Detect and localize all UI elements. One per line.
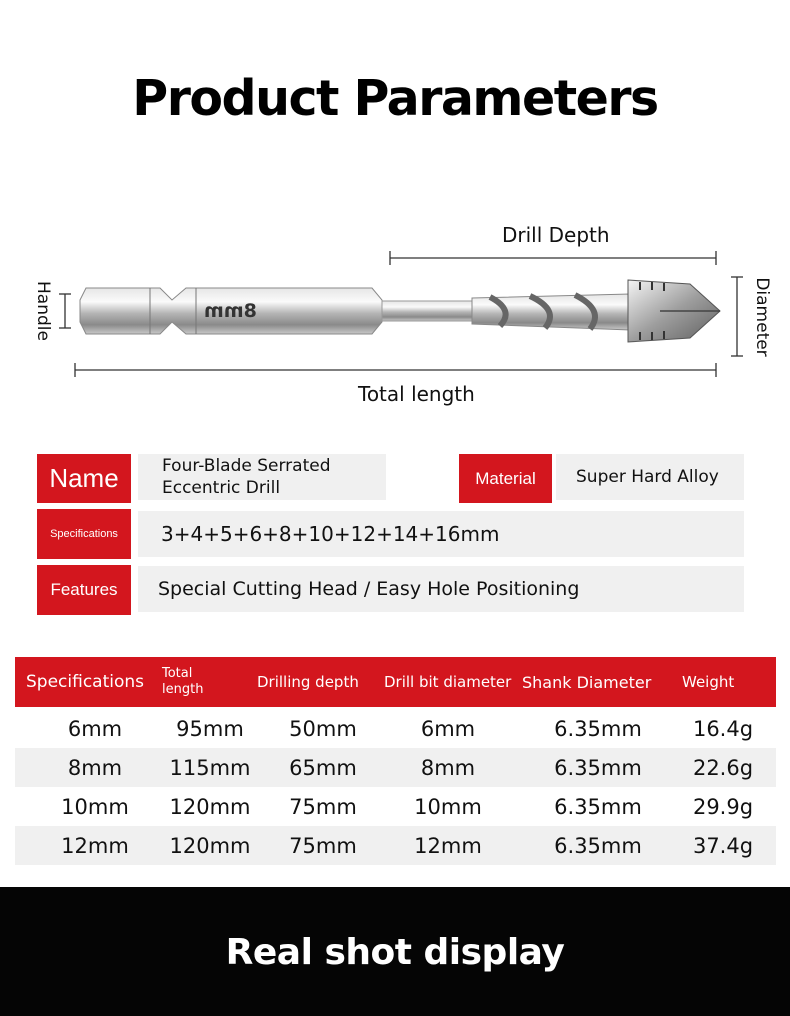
table-row (15, 826, 776, 865)
handle-label: Handle (33, 281, 53, 341)
table-row (15, 787, 776, 826)
table-cell: 115mm (169, 755, 251, 780)
table-cell: 12mm (414, 833, 482, 858)
header-drill-bit-diameter: Drill bit diameter (384, 673, 512, 691)
header-weight: Weight (682, 673, 735, 691)
drill-diagram (0, 210, 790, 420)
table-cell: 75mm (289, 794, 357, 819)
table-cell: 8mm (67, 755, 123, 780)
table-cell: 95mm (176, 716, 244, 741)
table-cell: 120mm (169, 794, 251, 819)
material-value: Super Hard Alloy (556, 454, 744, 500)
diameter-dimension (731, 277, 743, 356)
table-cell: 29.9g (692, 794, 754, 819)
table-cell: 6.35mm (554, 794, 642, 819)
footer-title: Real shot display (225, 932, 565, 973)
table-cell: 6.35mm (554, 755, 642, 780)
page-title: Product Parameters (132, 70, 658, 127)
table-cell: 75mm (289, 833, 357, 858)
total-length-dimension (75, 363, 716, 377)
features-value: Special Cutting Head / Easy Hole Positioning (138, 566, 744, 612)
table-cell: 6mm (67, 716, 123, 741)
drill-depth-label: Drill Depth (502, 223, 610, 247)
table-cell: 8mm (420, 755, 476, 780)
table-cell: 6.35mm (554, 833, 642, 858)
drill-depth-dimension (390, 251, 716, 265)
spec-table-header (15, 657, 776, 707)
material-label: Material (459, 454, 552, 503)
specifications-label: Specifications (37, 509, 131, 559)
table-row (15, 748, 776, 787)
table-cell: 22.6g (692, 755, 754, 780)
features-label: Features (37, 565, 131, 615)
table-row (15, 709, 776, 748)
table-cell: 6.35mm (554, 716, 642, 741)
handle-dimension (59, 294, 71, 328)
table-cell: 10mm (61, 794, 129, 819)
specifications-value: 3+4+5+6+8+10+12+14+16mm (138, 511, 744, 557)
name-value: Four-Blade Serrated Eccentric Drill (138, 454, 386, 500)
header-specifications: Specifications (26, 672, 145, 692)
table-cell: 16.4g (692, 716, 754, 741)
name-label: Name (37, 454, 131, 503)
diameter-label: Diameter (752, 277, 772, 357)
total-length-label: Total length (358, 382, 475, 406)
table-cell: 10mm (414, 794, 482, 819)
table-cell: 12mm (61, 833, 129, 858)
table-cell: 37.4g (692, 833, 754, 858)
table-cell: 120mm (169, 833, 251, 858)
table-cell: 6mm (420, 716, 476, 741)
bit-size-marking: 8mm (204, 300, 257, 322)
table-cell: 65mm (289, 755, 357, 780)
header-drilling-depth: Drilling depth (257, 673, 359, 691)
header-total-length: Total length (162, 666, 204, 697)
header-shank-diameter: Shank Diameter (522, 672, 652, 692)
table-cell: 50mm (289, 716, 357, 741)
